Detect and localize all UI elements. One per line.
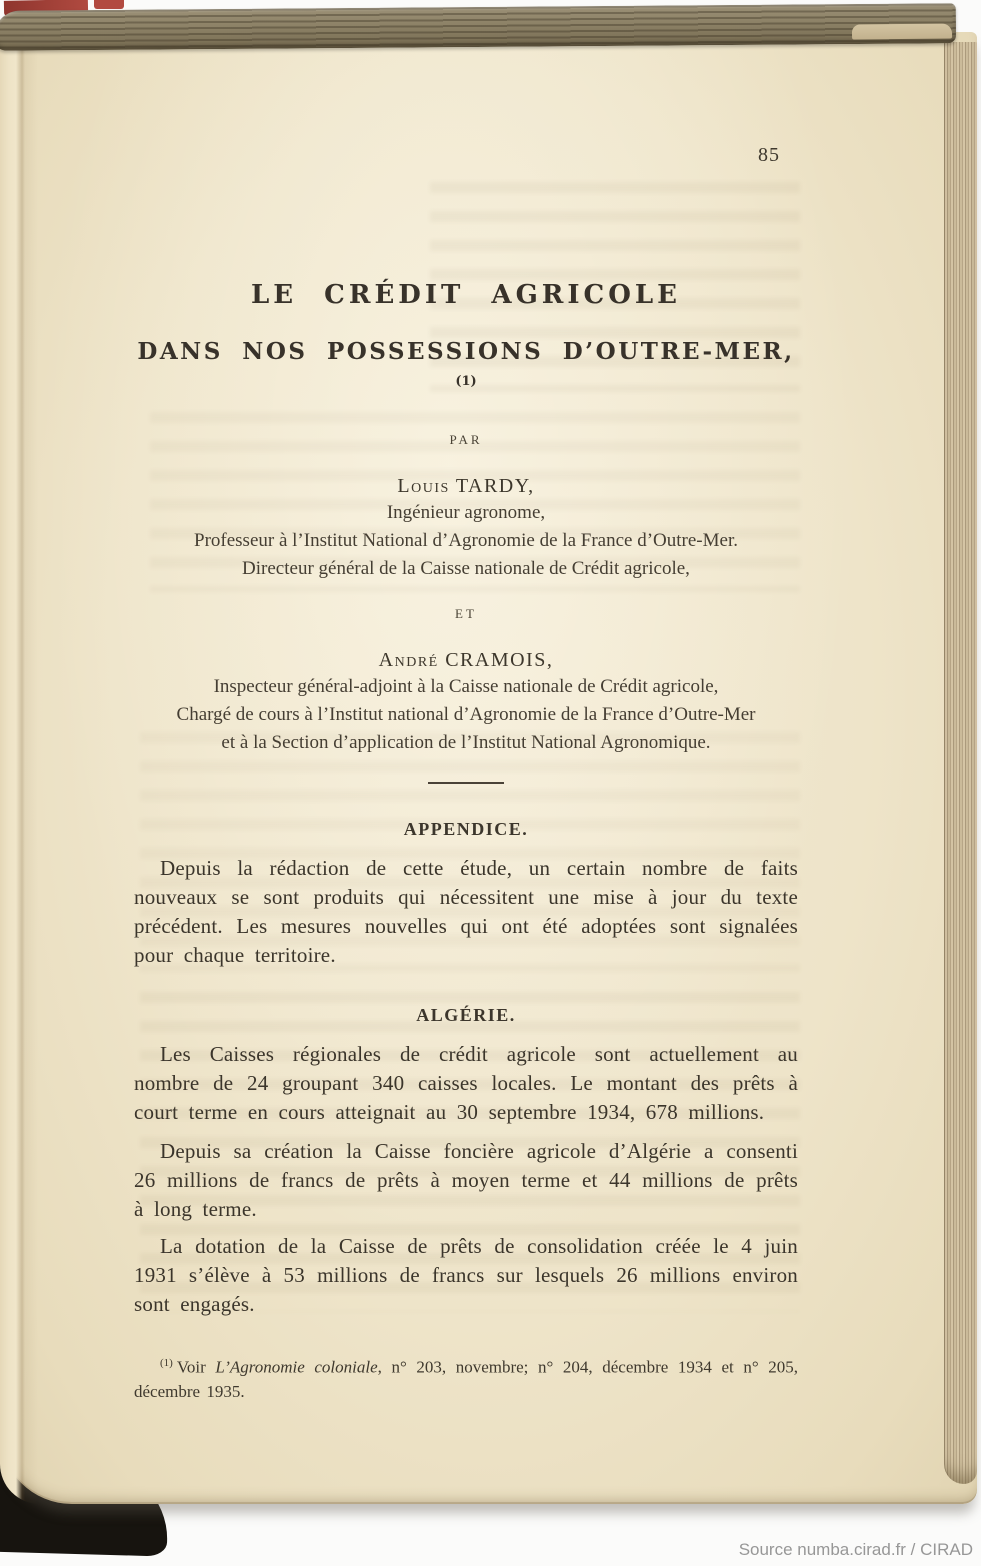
byline-et: ET bbox=[455, 605, 477, 621]
page-top-edge bbox=[0, 3, 956, 51]
author-title: Ingénieur agronome, bbox=[386, 501, 546, 523]
footnote-intro: Voir bbox=[176, 1357, 216, 1377]
author-name-cramois: André CRAMOIS, bbox=[378, 648, 554, 671]
algerie-heading: ALGÉRIE. bbox=[416, 1004, 516, 1025]
page-content bbox=[134, 144, 798, 1404]
title-footnote-ref: (1) bbox=[455, 374, 477, 389]
page-fore-edge bbox=[944, 42, 977, 1484]
footnote bbox=[134, 1351, 798, 1405]
page-top-edge-tab bbox=[852, 23, 952, 39]
section-divider bbox=[428, 782, 504, 784]
byline-par: PAR bbox=[449, 431, 483, 447]
author-title: Directeur général de la Caisse nationale de Crédit agricole, bbox=[242, 557, 690, 579]
body-paragraph: Depuis sa création la Caisse foncière agricole d’Algérie a consenti 26 millions de francs de prêts à moyen terme et 44 millions de prêts à long terme. bbox=[134, 1138, 798, 1221]
title-text: DANS NOS POSSESSIONS D’OUTRE-MER, bbox=[137, 338, 795, 365]
article-title-line1: LE CRÉDIT AGRICOLE bbox=[251, 280, 681, 310]
body-paragraph: La dotation de la Caisse de prêts de consolidation créée le 4 juin 1931 s’élève à 53 millions de francs sur lesquels 26 millions environ sont engagés. bbox=[134, 1233, 798, 1316]
appendix-heading: APPENDICE. bbox=[403, 818, 529, 839]
footnote-rest: , n° 203, novembre; n° 204, décembre 1934 et n° 205, décembre 1935. bbox=[134, 1357, 798, 1401]
footnote-marker: (1) bbox=[160, 1356, 173, 1369]
author-name-tardy: Louis TARDY, bbox=[397, 474, 535, 497]
page-number: 85 bbox=[758, 144, 780, 166]
author-title: Chargé de cours à l’Institut national d’Agronomie de la France d’Outre-Mer bbox=[176, 703, 756, 725]
book-cover-red-corner bbox=[94, 0, 124, 9]
article-title-line2 bbox=[134, 337, 798, 402]
book-page bbox=[0, 32, 977, 1504]
appendix-paragraph: Depuis la rédaction de cette étude, un certain nombre de faits nouveaux se sont produits qui nécessitent une mise à jour du texte précédent. Les mesures nouvelles qui ont été adoptées sont signalées pour chaque territoire. bbox=[134, 855, 798, 967]
page-gutter bbox=[0, 32, 40, 1504]
author-title: Inspecteur général-adjoint à la Caisse nationale de Crédit agricole, bbox=[213, 675, 719, 697]
source-attribution: Source numba.cirad.fr / CIRAD bbox=[738, 1540, 973, 1559]
author-title: Professeur à l’Institut National d’Agronomie de la France d’Outre-Mer. bbox=[194, 529, 738, 551]
author-title: et à la Section d’application de l’Institut National Agronomique. bbox=[221, 731, 711, 753]
body-paragraph: Les Caisses régionales de crédit agricole sont actuellement au nombre de 24 groupant 340 caisses locales. Le montant des prêts à court terme en cours atteignait au 30 septembre 1934, 678 millions. bbox=[134, 1041, 798, 1124]
footnote-journal-title: L’Agronomie coloniale bbox=[215, 1357, 378, 1377]
